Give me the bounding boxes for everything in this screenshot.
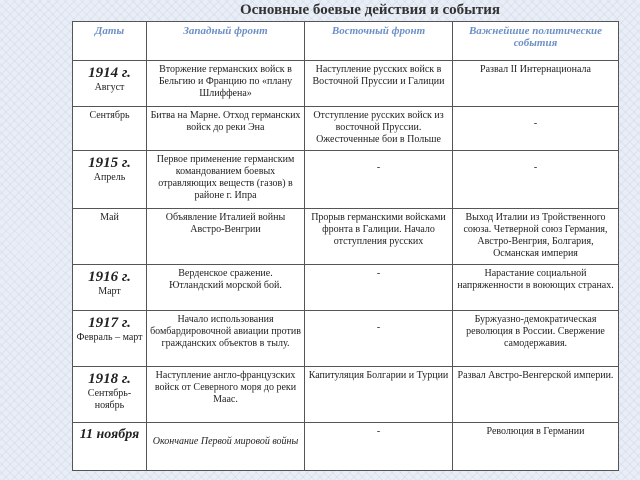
- date-cell: [73, 107, 147, 151]
- west-front-cell: Первое применение германским командованием боевых отравляющих веществ (газов) в районе г. Ипра: [147, 151, 305, 209]
- year-label: 1917 г.: [88, 315, 131, 331]
- date-cell: [73, 423, 147, 471]
- header-politics: Важнейшие политические события: [453, 22, 619, 61]
- politics-cell: Революция в Германии: [453, 423, 619, 471]
- west-front-cell: [147, 423, 305, 471]
- east-front-cell: [305, 151, 453, 209]
- table-row: [73, 107, 619, 151]
- date-label: Апрель: [93, 172, 126, 183]
- dash-text: -: [533, 118, 538, 129]
- year-label: 1915 г.: [88, 155, 131, 171]
- date-cell: [73, 61, 147, 107]
- table-row: [73, 151, 619, 209]
- events-table: [72, 21, 619, 471]
- politics-cell: Выход Италии из Тройственного союза. Четверной союз Германия, Австро-Венгрия, Болгария, Османская империя: [453, 209, 619, 265]
- east-front-cell: Капитуляция Болгарии и Турции: [305, 367, 453, 423]
- east-front-cell: Прорыв германскими войсками фронта в Галиции. Начало отступления русских: [305, 209, 453, 265]
- date-cell: [73, 367, 147, 423]
- east-front-cell: Отступление русских войск из восточной Пруссии. Ожесточенные бои в Польше: [305, 107, 453, 151]
- east-front-cell: -: [305, 265, 453, 311]
- table-row: [73, 367, 619, 423]
- politics-cell: Нарастание социальной напряженности в воюющих странах.: [453, 265, 619, 311]
- table-row: [73, 61, 619, 107]
- end-of-war-text: Окончание Первой мировой войны: [152, 436, 299, 447]
- date-label: Август: [94, 82, 125, 93]
- politics-cell: Буржуазно-демократическая революция в России. Свержение самодержавия.: [453, 311, 619, 367]
- politics-cell: [453, 151, 619, 209]
- page-title: Основные боевые действия и события: [239, 2, 501, 18]
- date-cell: [73, 151, 147, 209]
- date-cell: [73, 265, 147, 311]
- dash-text: -: [533, 162, 538, 173]
- date-cell: [73, 209, 147, 265]
- east-front-cell: -: [305, 423, 453, 471]
- table-row: [73, 209, 619, 265]
- dash-text: -: [376, 162, 381, 173]
- table-row: [73, 423, 619, 471]
- table-header-row: [73, 22, 619, 61]
- date-label: Май: [100, 212, 119, 223]
- politics-cell: Развал II Интернационала: [453, 61, 619, 107]
- table-row: [73, 265, 619, 311]
- header-dates: Даты: [73, 22, 147, 61]
- west-front-cell: Наступление англо-французских войск от Северного моря до реки Маас.: [147, 367, 305, 423]
- west-front-cell: Верденское сражение. Ютландский морской бой.: [147, 265, 305, 311]
- dash-text: -: [376, 322, 381, 333]
- politics-cell: Развал Австро-Венгерской империи.: [453, 367, 619, 423]
- year-label: 1916 г.: [88, 269, 131, 285]
- header-west-front: Западный фронт: [147, 22, 305, 61]
- date-cell: [73, 311, 147, 367]
- date-label: Февраль – март: [76, 332, 143, 343]
- west-front-cell: Вторжение германских войск в Бельгию и Францию по «плану Шлиффена»: [147, 61, 305, 107]
- header-east-front: Восточный фронт: [305, 22, 453, 61]
- west-front-cell: Битва на Марне. Отход германских войск до реки Эна: [147, 107, 305, 151]
- west-front-cell: Начало использования бомбардировочной авиации против гражданских объектов в тылу.: [147, 311, 305, 367]
- politics-cell: [453, 107, 619, 151]
- table-row: [73, 311, 619, 367]
- date-label: Сентябрь: [89, 110, 130, 121]
- date-label: 11 ноября: [79, 427, 140, 442]
- east-front-cell: [305, 311, 453, 367]
- year-label: 1914 г.: [88, 65, 131, 81]
- date-label: Март: [98, 286, 121, 297]
- west-front-cell: Объявление Италией войны Австро-Венгрии: [147, 209, 305, 265]
- date-label: Сентябрь-ноябрь: [87, 388, 132, 411]
- east-front-cell: Наступление русских войск в Восточной Пруссии и Галиции: [305, 61, 453, 107]
- year-label: 1918 г.: [88, 371, 131, 387]
